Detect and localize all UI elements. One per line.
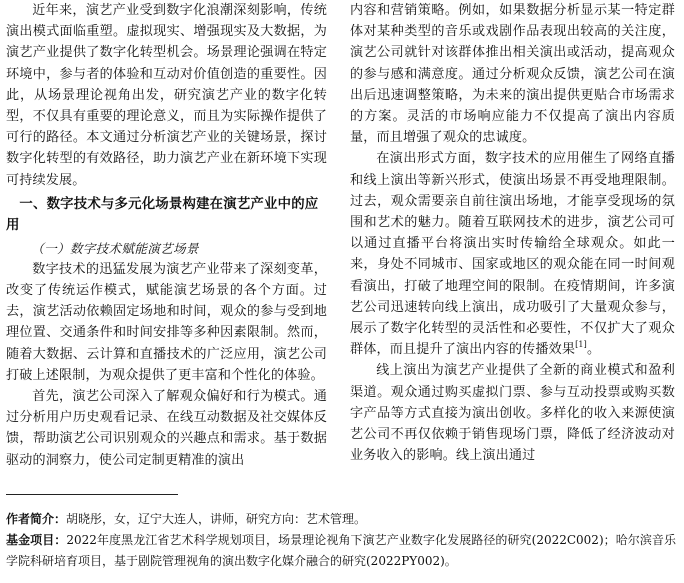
citation-ref[interactable]: [1] [575,340,587,350]
footnotes [6,509,676,572]
footnote-divider [6,494,178,495]
digital-tech-paragraph: 数字技术的迅猛发展为演艺产业带来了深刻变革，改变了传统运作模式，赋能演艺场景的各个方面。过去，演艺活动依赖固定场地和时间，观众的参与受到地理位置、交通条件和时间安排等多种因素限制。然而，随着大数据、云计算和直播技术的广泛应用，演艺公司打破上述限制，为观众提供了更丰富和个性化的体验。 [6,261,327,383]
performance-form-text: 在演出形式方面，数字技术的应用催生了网络直播和线上演出等新兴形式，使演出场景不再受地理限制。过去，观众需要亲自前往演出场地，才能享受现场的氛围和艺术的魅力。随着互联网技术的进步，演艺公司可以通过直播平台将演出实时传输给全球观众。如此一来，身处不同城市、国家或地区的观众能在同一时间观看演出，打破了地理空间的限制。在疫情期间，许多演艺公司迅速转向线上演出，成功吸引了大量观众参与，展示了数字化转型的灵活性和必要性，不仅扩大了观众群体，而且提升了演出内容的传播效果 [350,151,675,358]
left-column [6,0,327,505]
intro-paragraph: 近年来，演艺产业受到数字化浪潮深刻影响，传统演出模式面临重塑。虚拟现实、增强现实及大数据，为演艺产业提供了数字化转型机会。场景理论强调在特定环境中，参与者的体验和互动对价值创造的重要性。因此，从场景理论视角出发，研究演艺产业的数字化转型，不仅具有重要的理论意义，而且为实际操作提供了可行的路径。本文通过分析演艺产业的关键场景，探讨数字化转型的有效路径，助力演艺产业在新环境下实现可持续发展。 [6,3,327,188]
first-point-paragraph: 首先，演艺公司深入了解观众偏好和行为模式。通过分析用户历史观看记录、在线互动数据及社交媒体反馈，帮助演艺公司识别观众的兴趣点和需求。基于数据驱动的洞察力，使公司定制更精准的演出 [6,389,327,468]
fund-label: 基金项目： [6,533,67,547]
author-note [6,509,676,530]
author-text: 胡晓彤，女，辽宁大连人，讲师，研究方向：艺术管理。 [66,512,367,526]
fund-note [6,530,676,572]
continued-paragraph: 内容和营销策略。例如，如果数据分析显示某一特定群体对某种类型的音乐或戏剧作品表现出较高的关注度，演艺公司就针对该群体推出相关演出或活动，提高观众的参与感和满意度。通过分析观众反馈，演艺公司在演出后迅速调整策略，为未来的演出提供更贴合市场需求的方案。灵活的市场响应能力不仅提高了演出内容质量，而且增强了观众的忠诚度。 [350,3,675,146]
author-label: 作者简介： [6,512,67,526]
fund-text: 2022年度黑龙江省艺术科学规划项目，场景理论视角下演艺产业数字化发展路径的研究(2022C002)；哈尔滨音乐学院科研培育项目，基于剧院管理视角的演出数字化媒介融合的研究(2022PY002)。 [6,533,676,568]
subsection-heading: （一）数字技术赋能演艺场景 [31,240,199,256]
section-heading: 一、数字技术与多元化场景构建在演艺产业中的应用 [6,196,319,233]
performance-form-paragraph [350,148,675,360]
online-performance-paragraph: 线上演出为演艺产业提供了全新的商业模式和盈利渠道。观众通过购买虚拟门票、参与互动投票或购买数字产品等方式直接为演出创收。多样化的收入来源使演艺公司不再仅依赖于销售现场门票，降低了经济波动对业务收入的影响。线上演出通过 [350,363,675,464]
performance-form-end: 。 [586,342,601,358]
right-column [350,0,675,505]
